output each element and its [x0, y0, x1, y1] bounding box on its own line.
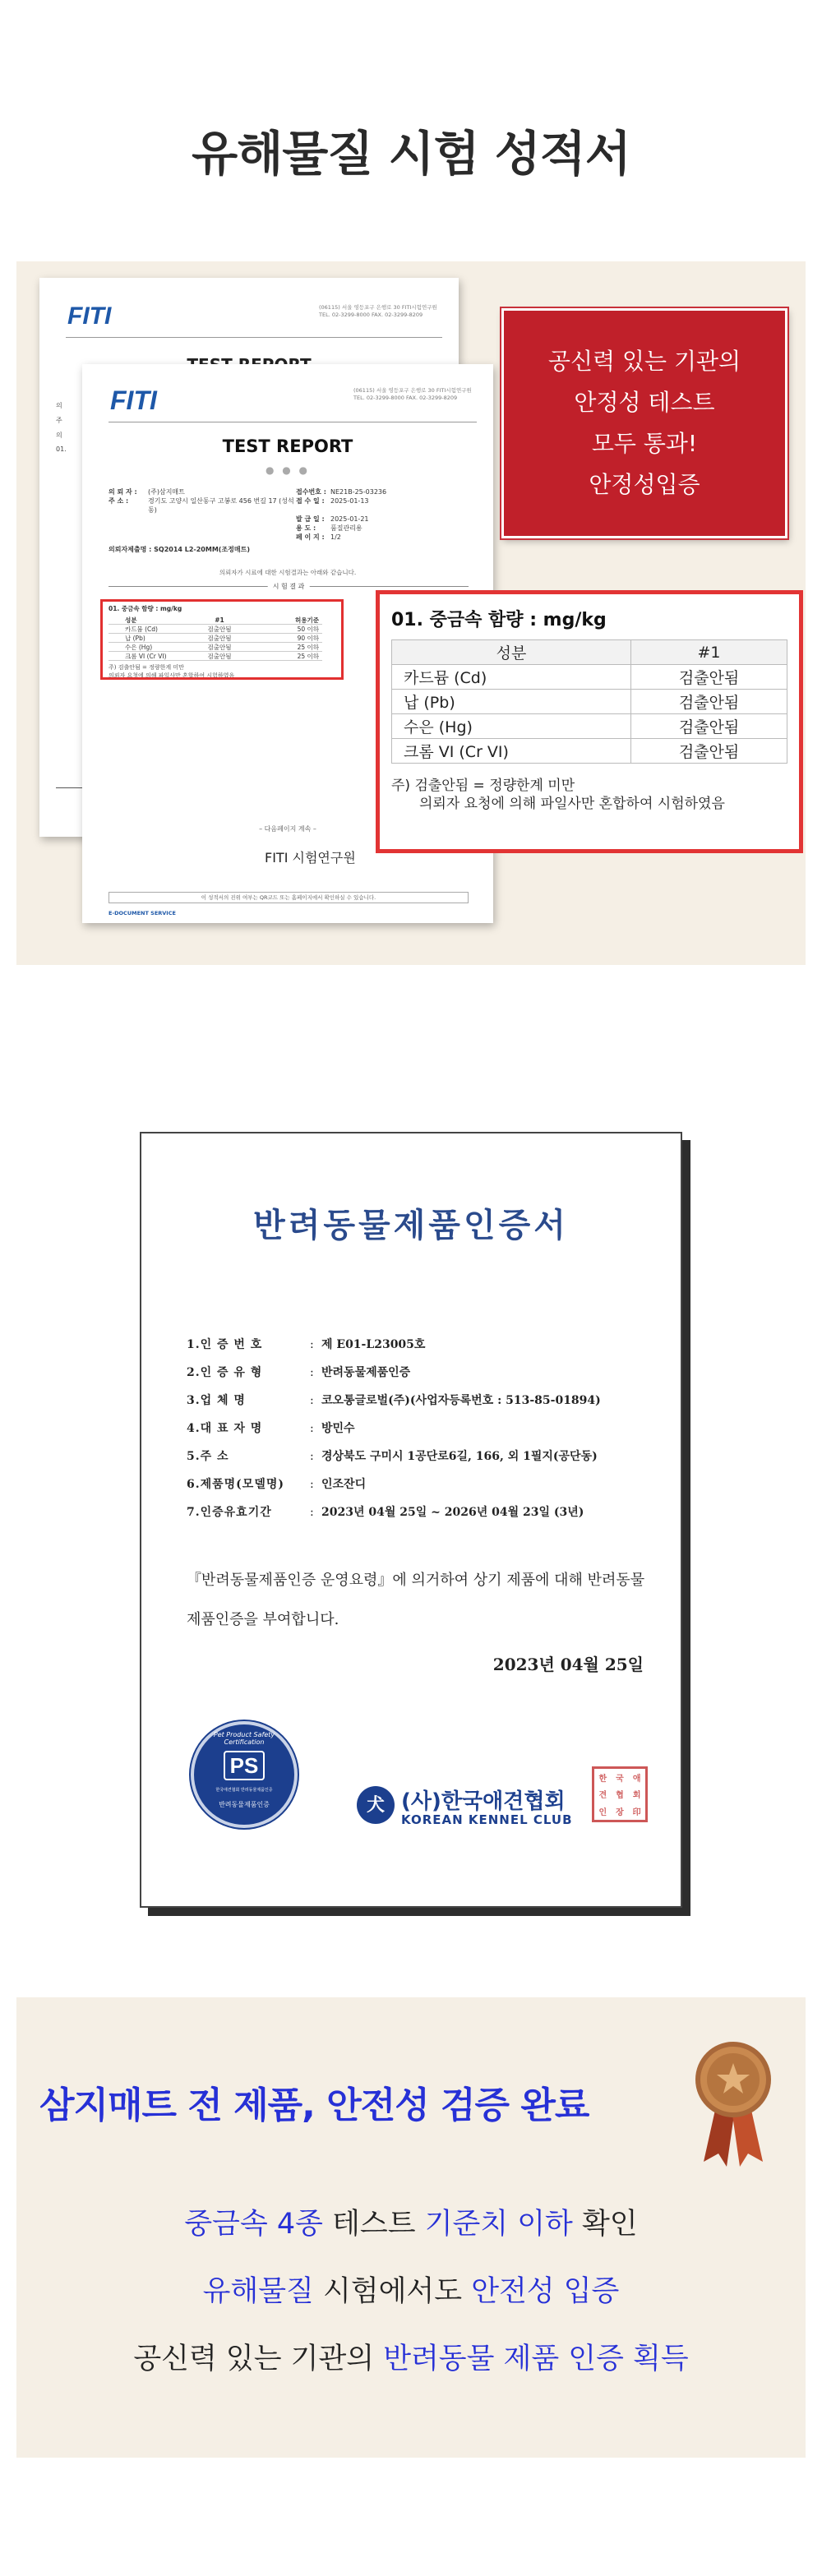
kkc-emblem-icon: 犬 — [357, 1786, 395, 1824]
info-row: 의 뢰 자 : (주)삼지매트 접수번호 : NE21B-25-03236 — [109, 488, 387, 496]
table-row — [392, 739, 787, 764]
fiti-logo: FITI — [110, 385, 157, 415]
report-title: TEST REPORT — [222, 436, 353, 456]
back-report-labels — [56, 401, 81, 460]
issuer-name: (사)한국애견협회 — [401, 1789, 566, 1814]
sample-name: 의뢰자제출명 : SQ2014 L2-20MM(조정매트) — [109, 546, 251, 553]
substance-cell: 수은 (Hg) — [392, 714, 631, 739]
certificate-title: 반려동물제품인증서 — [253, 1206, 569, 1244]
substance-cell: 크롬 VI (Cr VI) — [392, 739, 631, 764]
header-cell: #1 — [631, 640, 787, 665]
table-row: 납 (Pb) 검출안됨 90 이하 — [109, 634, 322, 643]
back-row-label: 주 — [56, 417, 62, 424]
header-cell: 성분 — [392, 640, 631, 665]
certificate-row: 3.업 체 명 : 코오통글로벌(주)(사업자등록번호 : 513-85-01894) — [187, 1394, 601, 1407]
table-row: 크롬 VI (Cr VI) 검출안됨 25 이하 — [109, 652, 322, 661]
header-rule — [66, 337, 442, 338]
info-row: 주 소 : 경기도 고양시 일산동구 고봉로 456 번길 17 (성석동) 접 수 일 : 2025-01-13 — [109, 497, 369, 514]
table-row — [392, 690, 787, 714]
table-header-row — [392, 640, 787, 665]
test-report-section — [16, 261, 806, 965]
certificate-items — [187, 1331, 655, 1526]
certificate-row: 5.주 소 : 경상북도 구미시 1공단로6길, 166, 외 1필지(공단동) — [187, 1450, 598, 1463]
table-highlight-frame — [100, 599, 344, 680]
result-cell: 검출안됨 — [631, 739, 787, 764]
result-label: 시 험 결 과 — [268, 582, 310, 591]
report-note: 의뢰자가 시료에 대한 시험결과는 아래와 같습니다. — [219, 569, 357, 576]
continue-marker: – 다음페이지 계속 – — [259, 825, 316, 833]
badge-subtext: 반려동물제품인증 — [219, 1801, 270, 1808]
heavy-metal-table — [391, 639, 787, 764]
ps-mark: PS — [224, 1751, 265, 1780]
result-cell: 검출안됨 — [631, 690, 787, 714]
certificate-row: 4.대 표 자 명 : 방민수 — [187, 1422, 355, 1435]
badge-ring-text: Pet Product Safety Certification — [213, 1731, 275, 1746]
info-row: 페 이 지 : 1/2 — [296, 533, 341, 541]
report-info — [109, 487, 470, 542]
result-cell: 검출안됨 — [631, 714, 787, 739]
back-row-label: 의 — [56, 402, 62, 409]
pet-product-certificate — [140, 1132, 682, 1908]
info-row: 발 급 일 : 2025-01-21 — [296, 515, 369, 523]
medal-icon — [692, 2038, 774, 2170]
back-row-label: 01. — [56, 445, 67, 453]
trust-callout-box — [501, 308, 787, 538]
callout-line: 안정성 테스트 — [574, 389, 715, 416]
callout-line: 공신력 있는 기관의 — [547, 348, 741, 375]
substance-cell: 카드뮴 (Cd) — [392, 665, 631, 690]
zoom-title: 01. 중금속 함량 : mg/kg — [391, 610, 607, 630]
certificate-row: 2.인 증 유 형 : 반려동물제품인증 — [187, 1366, 411, 1379]
table-row: 카드뮴 (Cd) 검출안됨 50 이하 — [109, 625, 322, 634]
certificate-body: 『반려동물제품인증 운영요령』에 의거하여 상기 제품에 대해 반려동물제품인증을 부여합니다. — [187, 1572, 645, 1628]
page-title: 유해물질 시험 성적서 — [192, 126, 630, 182]
issuer-english-name: KOREAN KENNEL CLUB — [401, 1812, 573, 1827]
small-table-title: 01. 중금속 함량 : mg/kg — [109, 605, 182, 612]
summary-line: 유해물질 시험에서도 안전성 입증 — [202, 2275, 620, 2308]
badge-subtext: 한국애견협회 반려동물제품인증 — [215, 1788, 273, 1793]
fiti-address: (06115) 서울 영등포구 은행로 30 FITI시험연구원 TEL. 02-3299-8000 FAX. 02-3299-8209 — [319, 304, 437, 318]
result-cell: 검출안됨 — [631, 665, 787, 690]
callout-line: 모두 통과! — [591, 430, 698, 457]
table-row: 수은 (Hg) 검출안됨 25 이하 — [109, 643, 322, 652]
safety-summary-section — [16, 1997, 806, 2458]
back-row-label: 의 — [56, 432, 62, 439]
summary-heading: 삼지매트 전 제품, 안전성 검증 완료 — [39, 2084, 589, 2126]
edocument-footer: E-DOCUMENT SERVICE — [109, 910, 176, 916]
info-row: 용 도 : 품질관리용 — [296, 524, 363, 532]
table-row — [392, 714, 787, 739]
certificate-row: 6.제품명(모델명) : 인조잔디 — [187, 1478, 367, 1491]
heavy-metal-zoom-box — [376, 590, 803, 853]
summary-line: 공신력 있는 기관의 반려동물 제품 인증 획득 — [133, 2343, 689, 2375]
summary-lines — [16, 2191, 806, 2393]
ps-certification-badge — [191, 1721, 298, 1828]
page-dots: ● ● ● — [265, 464, 311, 476]
authenticity-note: 이 성적서의 진위 여부는 QR코드 또는 홈페이지에서 확인하실 수 있습니다. — [109, 892, 469, 903]
small-table-header: 성분 #1 허용기준 — [109, 616, 322, 625]
certificate-row: 7.인증유효기간 : 2023년 04월 25일 ~ 2026년 04월 23일 (3년) — [187, 1506, 584, 1519]
small-table-note: 주) 검출안됨 = 정량한계 미만 의뢰자 요청에 의해 파일사만 혼합하여 시험하였음 — [109, 664, 235, 679]
certificate-date: 2023년 04월 25일 — [492, 1655, 644, 1674]
callout-line: 안정성입증 — [589, 471, 700, 498]
official-seal: 한 국 애 견 협 회 인 장 印 — [592, 1766, 648, 1822]
table-row — [392, 665, 787, 690]
zoom-note: 주) 검출안됨 = 정량한계 미만 의뢰자 요청에 의해 파일사만 혼합하여 시험하였음 — [391, 778, 725, 812]
substance-cell: 납 (Pb) — [392, 690, 631, 714]
summary-line: 중금속 4종 테스트 기준치 이하 확인 — [184, 2208, 638, 2241]
certificate-row: 1.인 증 번 호 : 제 E01-L23005호 — [187, 1338, 426, 1351]
fiti-address: (06115) 서울 영등포구 은행로 30 FITI시험연구원 TEL. 02-3299-8000 FAX. 02-3299-8209 — [353, 387, 472, 401]
fiti-signature: FITI 시험연구원 — [265, 850, 356, 866]
fiti-logo: FITI — [67, 302, 112, 330]
